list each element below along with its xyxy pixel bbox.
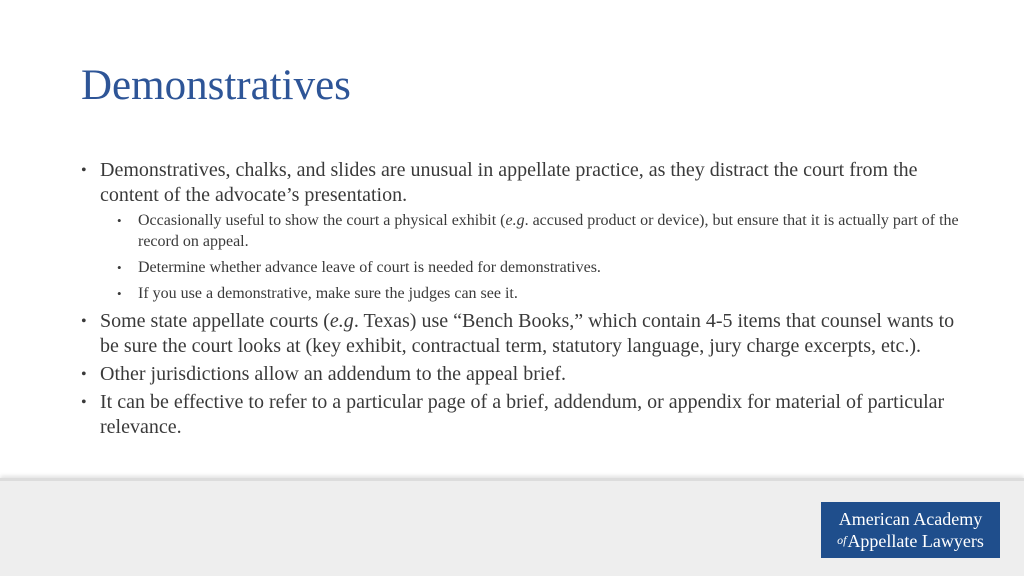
- bullet-icon: •: [81, 313, 87, 330]
- bullet-item: [81, 390, 961, 440]
- logo-line-2-text: Appellate Lawyers: [847, 531, 984, 551]
- eg-abbreviation: e.g: [505, 212, 525, 229]
- bullet-item: [81, 309, 961, 359]
- slide-content: [81, 158, 961, 440]
- sub-bullet-item: [100, 257, 961, 278]
- bullet-text: Demonstratives, chalks, and slides are unusual in appellate practice, as they distract the court from the content of the advocate’s presentation.: [100, 159, 918, 206]
- bullet-icon: •: [81, 366, 87, 383]
- bullet-icon: •: [117, 213, 122, 228]
- bullet-text: Other jurisdictions allow an addendum to the appeal brief.: [100, 363, 566, 385]
- slide-title: Demonstratives: [81, 62, 351, 109]
- sub-bullet-text: If you use a demonstrative, make sure the judges can see it.: [138, 285, 518, 302]
- logo-line-1: American Academy: [838, 509, 983, 529]
- bullet-item: [81, 362, 961, 387]
- sub-bullet-text-cont: . accused product or device), but ensure that it is actually part of the record on appeal.: [138, 212, 959, 250]
- sub-bullet-item: [100, 283, 961, 304]
- bullet-icon: •: [117, 260, 122, 275]
- aaal-logo: [821, 502, 1000, 558]
- bullet-icon: •: [117, 286, 122, 301]
- bullet-icon: •: [81, 394, 87, 411]
- bullet-item: [81, 158, 961, 304]
- eg-abbreviation: e.g: [329, 310, 354, 332]
- bullet-icon: •: [81, 162, 87, 179]
- sub-bullet-text: Occasionally useful to show the court a physical exhibit (: [138, 212, 506, 229]
- sub-bullet-list: [100, 210, 961, 304]
- bullet-list: [81, 158, 961, 440]
- logo-of: of: [837, 533, 847, 547]
- sub-bullet-text: Determine whether advance leave of court is needed for demonstratives.: [138, 259, 601, 276]
- logo-line-2: [821, 530, 1000, 552]
- bullet-text: It can be effective to refer to a particular page of a brief, addendum, or appendix for material of particular relevance.: [100, 391, 945, 438]
- bullet-text-cont: . Texas) use “Bench Books,” which contain 4-5 items that counsel wants to be sure the court looks at (key exhibit, contractual term, statutory language, jury charge excerpts, etc.).: [100, 310, 955, 357]
- sub-bullet-item: [100, 210, 961, 252]
- bullet-text: Some state appellate courts (: [100, 310, 330, 332]
